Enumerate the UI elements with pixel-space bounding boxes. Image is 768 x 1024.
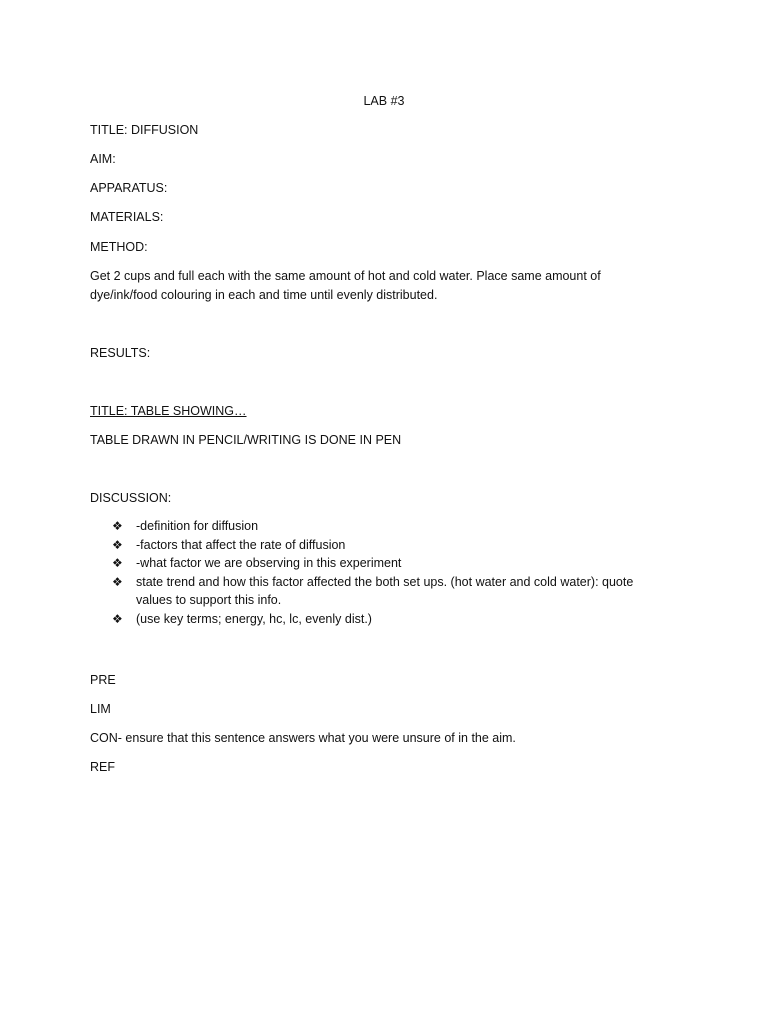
pre-label: PRE <box>90 673 116 687</box>
aim-label: AIM: <box>90 152 116 166</box>
ref-label: REF <box>90 760 115 774</box>
con-line: CON- ensure that this sentence answers what you were unsure of in the aim. <box>90 731 516 745</box>
list-item <box>112 573 672 610</box>
apparatus-label: APPARATUS: <box>90 181 168 195</box>
method-text: Get 2 cups and full each with the same amount of hot and cold water. Place same amount of dye/ink/food colouring in each and time until evenly distributed. <box>90 269 601 302</box>
table-title: TITLE: TABLE SHOWING… <box>90 404 247 418</box>
diamond-bullet-icon: ❖ <box>112 574 123 589</box>
diamond-bullet-icon: ❖ <box>112 556 123 570</box>
discussion-item-text: state trend and how this factor affected the both set ups. (hot water and cold water): quote values to support this info. <box>136 574 634 607</box>
discussion-item-text: -what factor we are observing in this experiment <box>136 556 402 570</box>
list-item <box>112 554 672 573</box>
lab-heading: LAB #3 <box>363 94 405 108</box>
materials-label: MATERIALS: <box>90 210 164 224</box>
discussion-item-text: -definition for diffusion <box>136 519 259 533</box>
lim-label: LIM <box>90 702 111 716</box>
diamond-bullet-icon: ❖ <box>112 519 123 533</box>
discussion-label: DISCUSSION: <box>90 491 172 505</box>
list-item <box>112 517 672 536</box>
method-label: METHOD: <box>90 240 148 254</box>
list-item <box>112 536 672 555</box>
list-item <box>112 610 672 629</box>
discussion-item-text: -factors that affect the rate of diffusion <box>136 537 346 552</box>
title-line: TITLE: DIFFUSION <box>90 123 199 137</box>
diamond-bullet-icon: ❖ <box>112 611 123 626</box>
table-note: TABLE DRAWN IN PENCIL/WRITING IS DONE IN PEN <box>90 433 402 447</box>
diamond-bullet-icon: ❖ <box>112 537 123 552</box>
discussion-item-text: (use key terms; energy, hc, lc, evenly dist.) <box>136 611 372 626</box>
discussion-list <box>112 517 672 628</box>
results-label: RESULTS: <box>90 346 151 360</box>
